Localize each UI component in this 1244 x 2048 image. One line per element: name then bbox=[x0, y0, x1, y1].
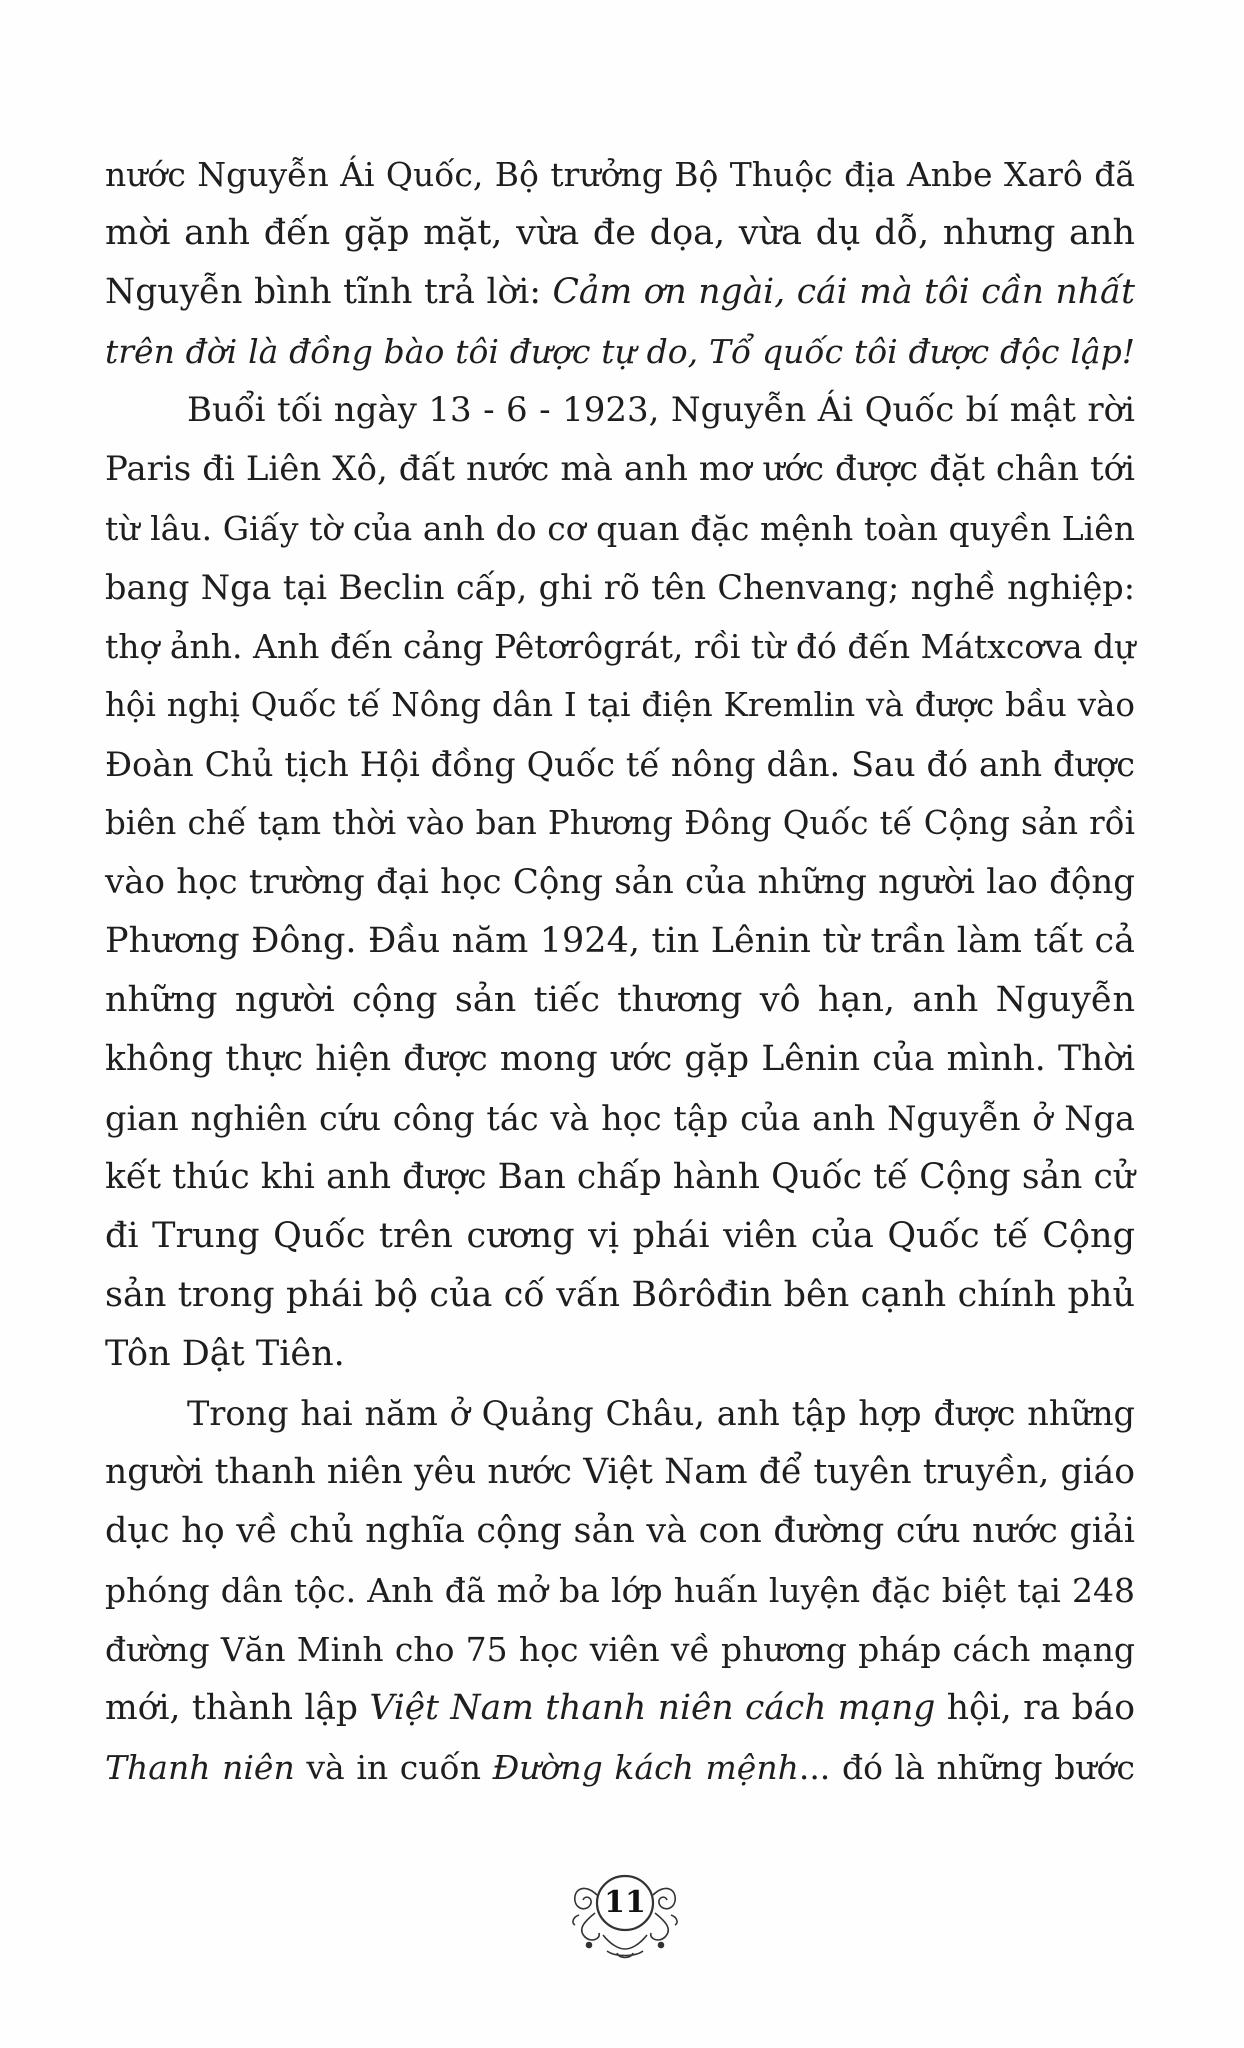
text-line bbox=[105, 1679, 1135, 1738]
italic-quote: trên đời là đồng bào tôi được tự do, Tổ quốc tôi được độc lập! bbox=[105, 332, 1135, 371]
paragraph-1 bbox=[105, 145, 1135, 381]
text-line bbox=[105, 1561, 1135, 1620]
paragraph-3 bbox=[105, 1384, 1135, 1797]
text-run: không thực hiện được mong ước gặp Lênin của mình. Thời bbox=[105, 1039, 1135, 1079]
paragraph-2 bbox=[105, 381, 1135, 1384]
body-text bbox=[105, 145, 1135, 1797]
text-run: Tôn Dật Tiên. bbox=[105, 1334, 345, 1374]
text-run: từ lâu. Giấy tờ của anh do cơ quan đặc mệnh toàn quyền Liên bbox=[105, 509, 1135, 548]
text-line bbox=[105, 1738, 1135, 1797]
text-run: biên chế tạm thời vào ban Phương Đông Quốc tế Cộng sản rồi bbox=[105, 804, 1135, 842]
italic-quote: Cảm ơn ngài, cái mà tôi cần nhất bbox=[552, 272, 1135, 312]
text-run: Trong hai năm ở Quảng Châu, anh tập hợp được những bbox=[187, 1394, 1135, 1433]
text-line bbox=[105, 1148, 1135, 1207]
text-run: và in cuốn bbox=[294, 1748, 493, 1787]
text-run: dục họ về chủ nghĩa cộng sản và con đường cứu nước giải bbox=[105, 1511, 1135, 1551]
text-run: Phương Đông. Đầu năm 1924, tin Lênin từ trần làm tất cả bbox=[105, 921, 1135, 961]
text-line bbox=[105, 1620, 1135, 1679]
text-line bbox=[105, 381, 1135, 440]
text-line bbox=[105, 853, 1135, 912]
text-run: Buổi tối ngày 13 - 6 - 1923, Nguyễn Ái Quốc bí mật rời bbox=[187, 390, 1135, 430]
text-run: sản trong phái bộ của cố vấn Bôrôđin bên cạnh chính phủ bbox=[105, 1275, 1135, 1315]
text-line bbox=[105, 499, 1135, 558]
text-line bbox=[105, 971, 1135, 1030]
text-run: bang Nga tại Beclin cấp, ghi rõ tên Chenvang; nghề nghiệp: bbox=[105, 568, 1135, 607]
text-run: hội nghị Quốc tế Nông dân I tại điện Kremlin và được bầu vào bbox=[105, 686, 1135, 724]
text-line bbox=[105, 558, 1135, 617]
text-line bbox=[105, 1030, 1135, 1089]
text-line bbox=[105, 1089, 1135, 1148]
text-line bbox=[105, 735, 1135, 794]
text-run: đường Văn Minh cho 75 học viên về phương pháp cách mạng bbox=[105, 1630, 1135, 1669]
text-run: những người cộng sản tiếc thương vô hạn, anh Nguyễn bbox=[105, 980, 1135, 1020]
text-line bbox=[105, 1384, 1135, 1443]
text-line bbox=[105, 204, 1135, 263]
text-run: gian nghiên cứu công tác và học tập của anh Nguyễn ở Nga bbox=[105, 1099, 1135, 1138]
text-run: hội, ra báo bbox=[935, 1688, 1135, 1728]
italic-title: Việt Nam thanh niên cách mạng bbox=[369, 1688, 936, 1728]
text-run: phóng dân tộc. Anh đã mở ba lớp huấn luyện đặc biệt tại 248 bbox=[105, 1571, 1135, 1610]
text-line bbox=[105, 1266, 1135, 1325]
text-line bbox=[105, 617, 1135, 676]
page-number-ornament bbox=[555, 1855, 695, 1965]
text-run: vào học trường đại học Cộng sản của những người lao động bbox=[105, 862, 1135, 902]
italic-title: Đường kách mệnh bbox=[492, 1748, 799, 1787]
page-number: 11 bbox=[604, 1885, 646, 1920]
text-run: mới, thành lập bbox=[105, 1688, 370, 1728]
text-run: đi Trung Quốc trên cương vị phái viên của Quốc tế Cộng bbox=[105, 1216, 1135, 1256]
text-run: nước Nguyễn Ái Quốc, Bộ trưởng Bộ Thuộc địa Anbe Xarô đã bbox=[105, 155, 1135, 194]
text-line bbox=[105, 322, 1135, 381]
text-run: Đoàn Chủ tịch Hội đồng Quốc tế nông dân. Sau đó anh được bbox=[105, 745, 1135, 784]
text-run: mời anh đến gặp mặt, vừa đe dọa, vừa dụ dỗ, nhưng anh bbox=[105, 213, 1135, 253]
text-run: Paris đi Liên Xô, đất nước mà anh mơ ước được đặt chân tới bbox=[105, 449, 1135, 489]
text-line bbox=[105, 1502, 1135, 1561]
text-line bbox=[105, 1443, 1135, 1502]
text-line bbox=[105, 794, 1135, 853]
text-line bbox=[105, 145, 1135, 204]
text-line bbox=[105, 676, 1135, 735]
text-line bbox=[105, 912, 1135, 971]
text-run: Nguyễn bình tĩnh trả lời: bbox=[105, 272, 553, 312]
text-line bbox=[105, 263, 1135, 322]
text-run: kết thúc khi anh được Ban chấp hành Quốc tế Cộng sản cử bbox=[105, 1157, 1135, 1197]
text-run: người thanh niên yêu nước Việt Nam để tuyên truyền, giáo bbox=[105, 1452, 1135, 1492]
text-line bbox=[105, 1207, 1135, 1266]
text-line bbox=[105, 440, 1135, 499]
text-run: thợ ảnh. Anh đến cảng Pêtơrôgrát, rồi từ đó đến Mátxcơva dự bbox=[105, 627, 1136, 666]
text-line bbox=[105, 1325, 1135, 1384]
italic-title: Thanh niên bbox=[105, 1748, 295, 1787]
text-run: ... đó là những bước bbox=[798, 1748, 1136, 1787]
